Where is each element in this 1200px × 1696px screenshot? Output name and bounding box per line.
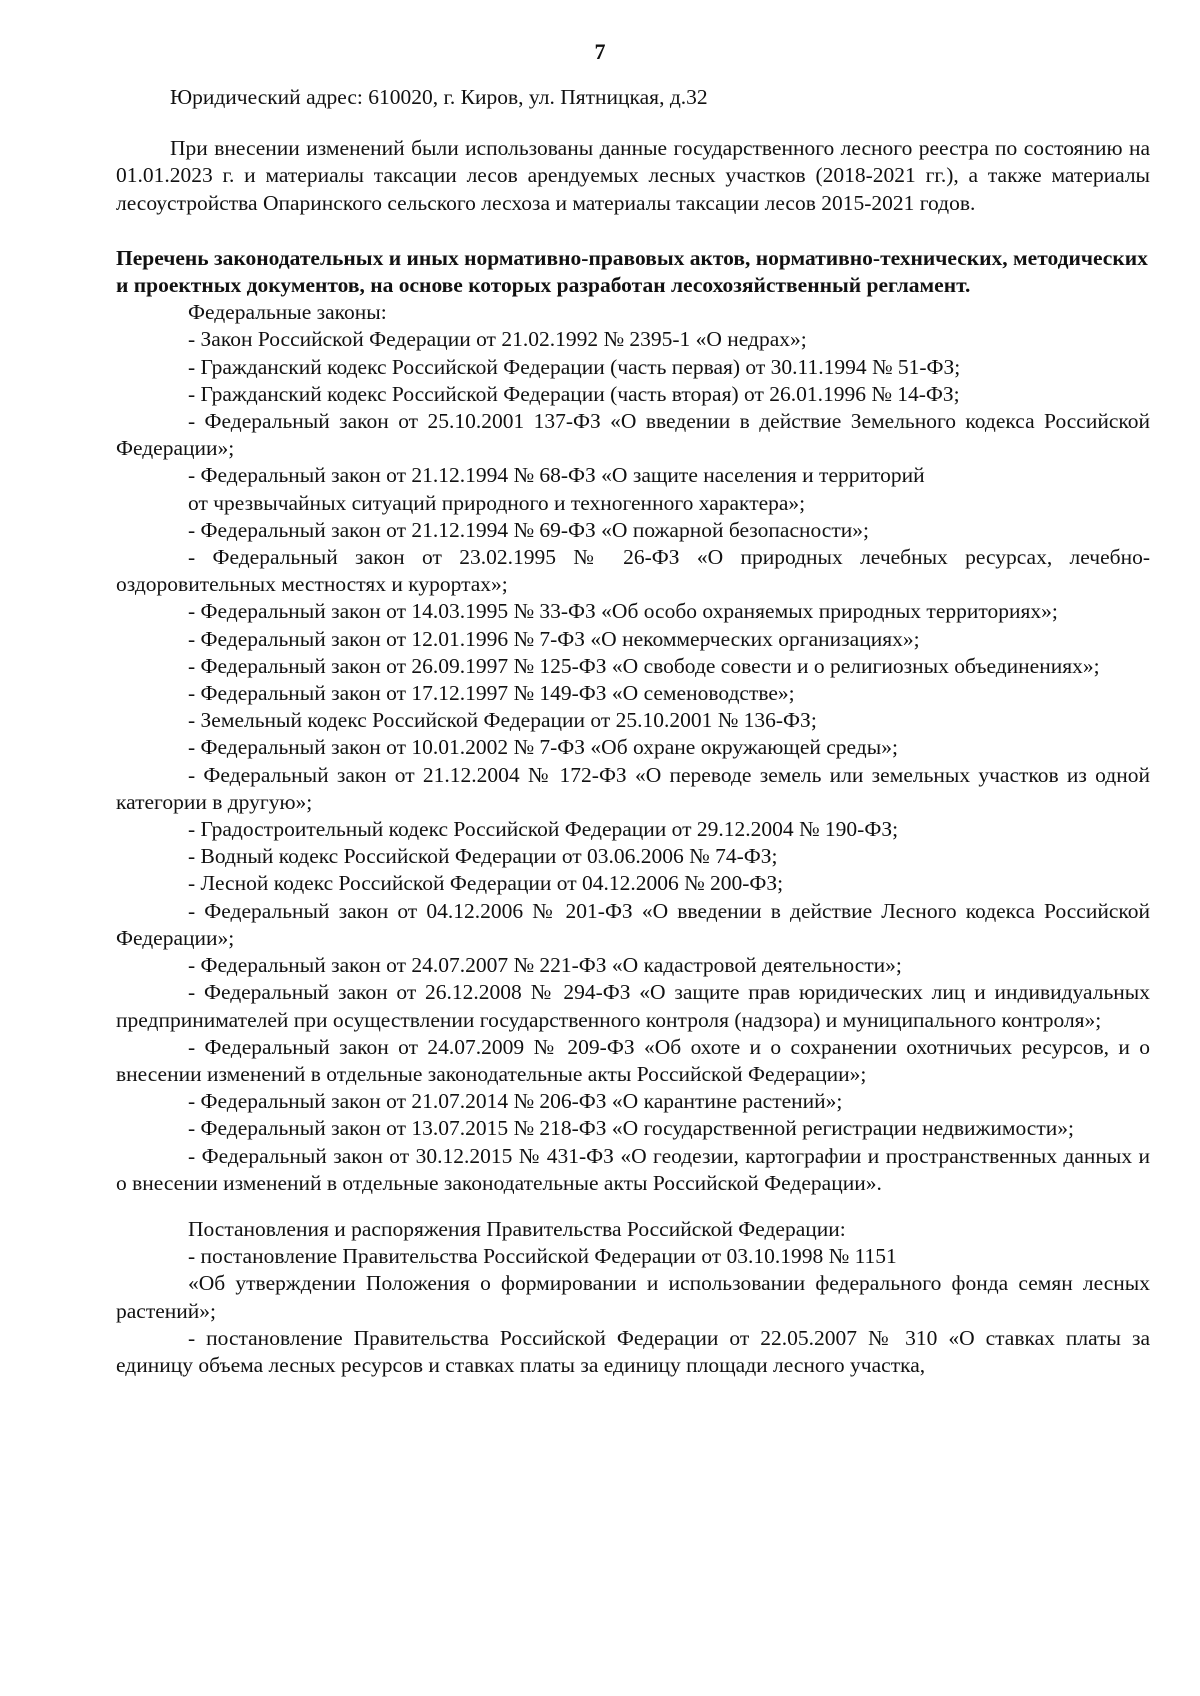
law-item: - Федеральный закон от 26.09.1997 № 125-ФЗ «О свободе совести и о религиозных объединениях»; <box>188 653 1100 678</box>
law-item: - Федеральный закон от 04.12.2006 № 201-ФЗ «О введении в действие Лесного кодекса Российской Федерации»; <box>116 898 1150 950</box>
law-item: - Федеральный закон от 13.07.2015 № 218-ФЗ «О государственной регистрации недвижимости»; <box>188 1116 1074 1141</box>
law-item: - Закон Российской Федерации от 21.02.1992 № 2395-1 «О недрах»; <box>188 327 807 352</box>
act-item: - постановление Правительства Российской Федерации от 03.10.1998 № 1151 <box>188 1244 897 1269</box>
page-number: 7 <box>594 39 606 64</box>
federal-laws-section <box>116 299 1150 1197</box>
law-item: - Федеральный закон от 21.12.1994 № 69-ФЗ «О пожарной безопасности»; <box>188 517 869 542</box>
law-item: - Федеральный закон от 21.12.1994 № 68-ФЗ «О защите населения и территорий <box>188 463 925 488</box>
intro-paragraph: При внесении изменений были использованы данные государственного лесного реестра по состоянию на 01.01.2023 г. и материалы таксации лесов арендуемых лесных участков (2018-2021 гг.), а также материалы лесоустройства Опаринского сельского лесхоза и материалы таксации лесов 2015-2021 годов. <box>116 136 1150 215</box>
law-item-continuation: от чрезвычайных ситуаций природного и техногенного характера»; <box>188 490 806 515</box>
law-item: - Федеральный закон от 21.07.2014 № 206-ФЗ «О карантине растений»; <box>188 1089 843 1114</box>
law-item: - Гражданский кодекс Российской Федерации (часть первая) от 30.11.1994 № 51-ФЗ; <box>188 354 961 379</box>
law-item: - Гражданский кодекс Российской Федерации (часть вторая) от 26.01.1996 № 14-ФЗ; <box>188 381 960 406</box>
list-heading: Перечень законодательных и иных нормативно-правовых актов, нормативно-технических, методических и проектных документов, на основе которых разработан лесохозяйственный регламент. <box>116 245 1148 298</box>
law-item: - Федеральный закон от 12.01.1996 № 7-ФЗ «О некоммерческих организациях»; <box>188 626 920 651</box>
government-acts-section <box>116 1216 1150 1379</box>
section-title: Постановления и распоряжения Правительства Российской Федерации: <box>188 1216 846 1241</box>
act-item: - постановление Правительства Российской Федерации от 22.05.2007 № 310 «О ставках платы за единицу объема лесных ресурсов и ставках платы за единицу площади лесного участка, <box>116 1325 1150 1377</box>
law-item: - Федеральный закон от 10.01.2002 № 7-ФЗ «Об охране окружающей среды»; <box>188 735 898 760</box>
law-item: - Федеральный закон от 17.12.1997 № 149-ФЗ «О семеноводстве»; <box>188 681 795 706</box>
law-item: - Федеральный закон от 25.10.2001 137-ФЗ «О введении в действие Земельного кодекса Российской Федерации»; <box>116 409 1150 461</box>
law-item: - Земельный кодекс Российской Федерации от 25.10.2001 № 136-ФЗ; <box>188 708 817 733</box>
act-item-continuation: «Об утверждении Положения о формировании и использовании федерального фонда семян лесных растений»; <box>116 1271 1150 1323</box>
law-item: - Федеральный закон от 30.12.2015 № 431-ФЗ «О геодезии, картографии и пространственных данных и о внесении изменений в отдельные законодательные акты Российской Федерации». <box>116 1143 1150 1195</box>
law-item: - Федеральный закон от 14.03.1995 № 33-ФЗ «Об особо охраняемых природных территориях»; <box>188 599 1058 624</box>
law-item: - Федеральный закон от 21.12.2004 № 172-ФЗ «О переводе земель или земельных участков из одной категории в другую»; <box>116 762 1150 814</box>
law-item: - Федеральный закон от 23.02.1995 № 26-ФЗ «О природных лечебных ресурсах, лечебно-оздоровительных местностях и курортах»; <box>116 545 1150 597</box>
law-item: - Федеральный закон от 24.07.2007 № 221-ФЗ «О кадастровой деятельности»; <box>188 953 902 978</box>
law-item: - Федеральный закон от 26.12.2008 № 294-ФЗ «О защите прав юридических лиц и индивидуальных предпринимателей при осуществлении государственного контроля (надзора) и муниципального контроля»; <box>116 980 1150 1032</box>
law-item: - Водный кодекс Российской Федерации от 03.06.2006 № 74-ФЗ; <box>188 844 778 869</box>
legal-address: Юридический адрес: 610020, г. Киров, ул. Пятницкая, д.32 <box>170 85 708 109</box>
section-title: Федеральные законы: <box>188 300 387 325</box>
law-item: - Федеральный закон от 24.07.2009 № 209-ФЗ «Об охоте и о сохранении охотничьих ресурсов, и о внесении изменений в отдельные законодательные акты Российской Федерации»; <box>116 1034 1150 1086</box>
document-body <box>116 84 1150 1379</box>
law-item: - Лесной кодекс Российской Федерации от 04.12.2006 № 200-ФЗ; <box>188 871 784 896</box>
law-item: - Градостроительный кодекс Российской Федерации от 29.12.2004 № 190-ФЗ; <box>188 817 899 842</box>
